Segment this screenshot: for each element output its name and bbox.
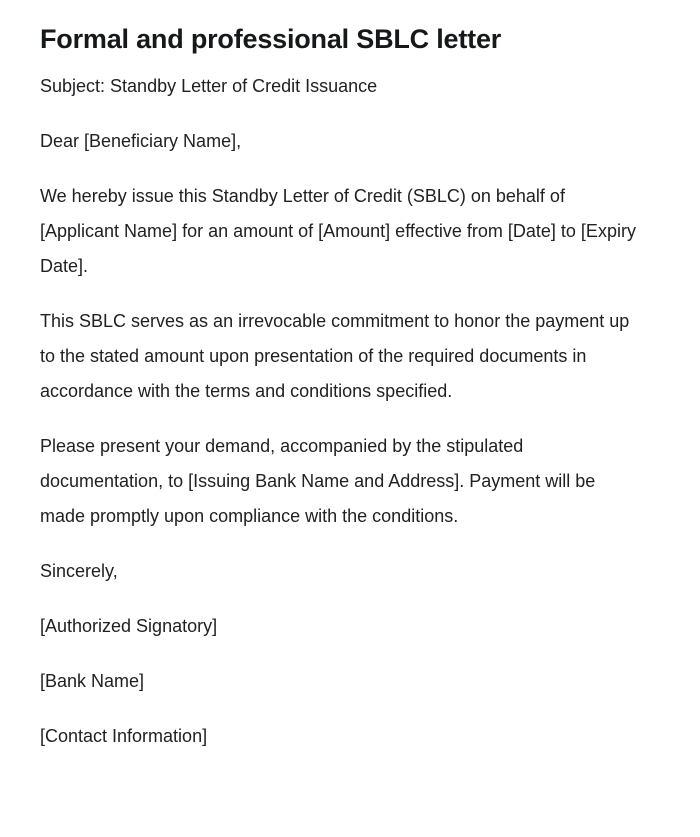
- paragraph-presentation-instructions: Please present your demand, accompanied by the stipulated documentation, to [Issuing Bank Name and Address]. Payment will be made promptly upon compliance with the conditions.: [40, 436, 596, 526]
- document-body: [40, 69, 637, 754]
- paragraph-commitment-terms: This SBLC serves as an irrevocable commitment to honor the payment up to the stated amount upon presentation of the required documents in accordance with the terms and conditions specified.: [40, 311, 630, 401]
- page-title: Formal and professional SBLC letter: [40, 24, 502, 54]
- signature-authorized-signatory: [Authorized Signatory]: [40, 616, 218, 636]
- paragraph-salutation: Dear [Beneficiary Name],: [40, 131, 242, 151]
- signature-bank-name: [Bank Name]: [40, 671, 145, 691]
- paragraph-issuance-statement: We hereby issue this Standby Letter of Credit (SBLC) on behalf of [Applicant Name] for an amount of [Amount] effective from [Date] to [Expiry Date].: [40, 186, 636, 276]
- paragraph-subject: Subject: Standby Letter of Credit Issuance: [40, 76, 378, 96]
- signature-contact-information: [Contact Information]: [40, 726, 208, 746]
- paragraph-closing: Sincerely,: [40, 561, 118, 581]
